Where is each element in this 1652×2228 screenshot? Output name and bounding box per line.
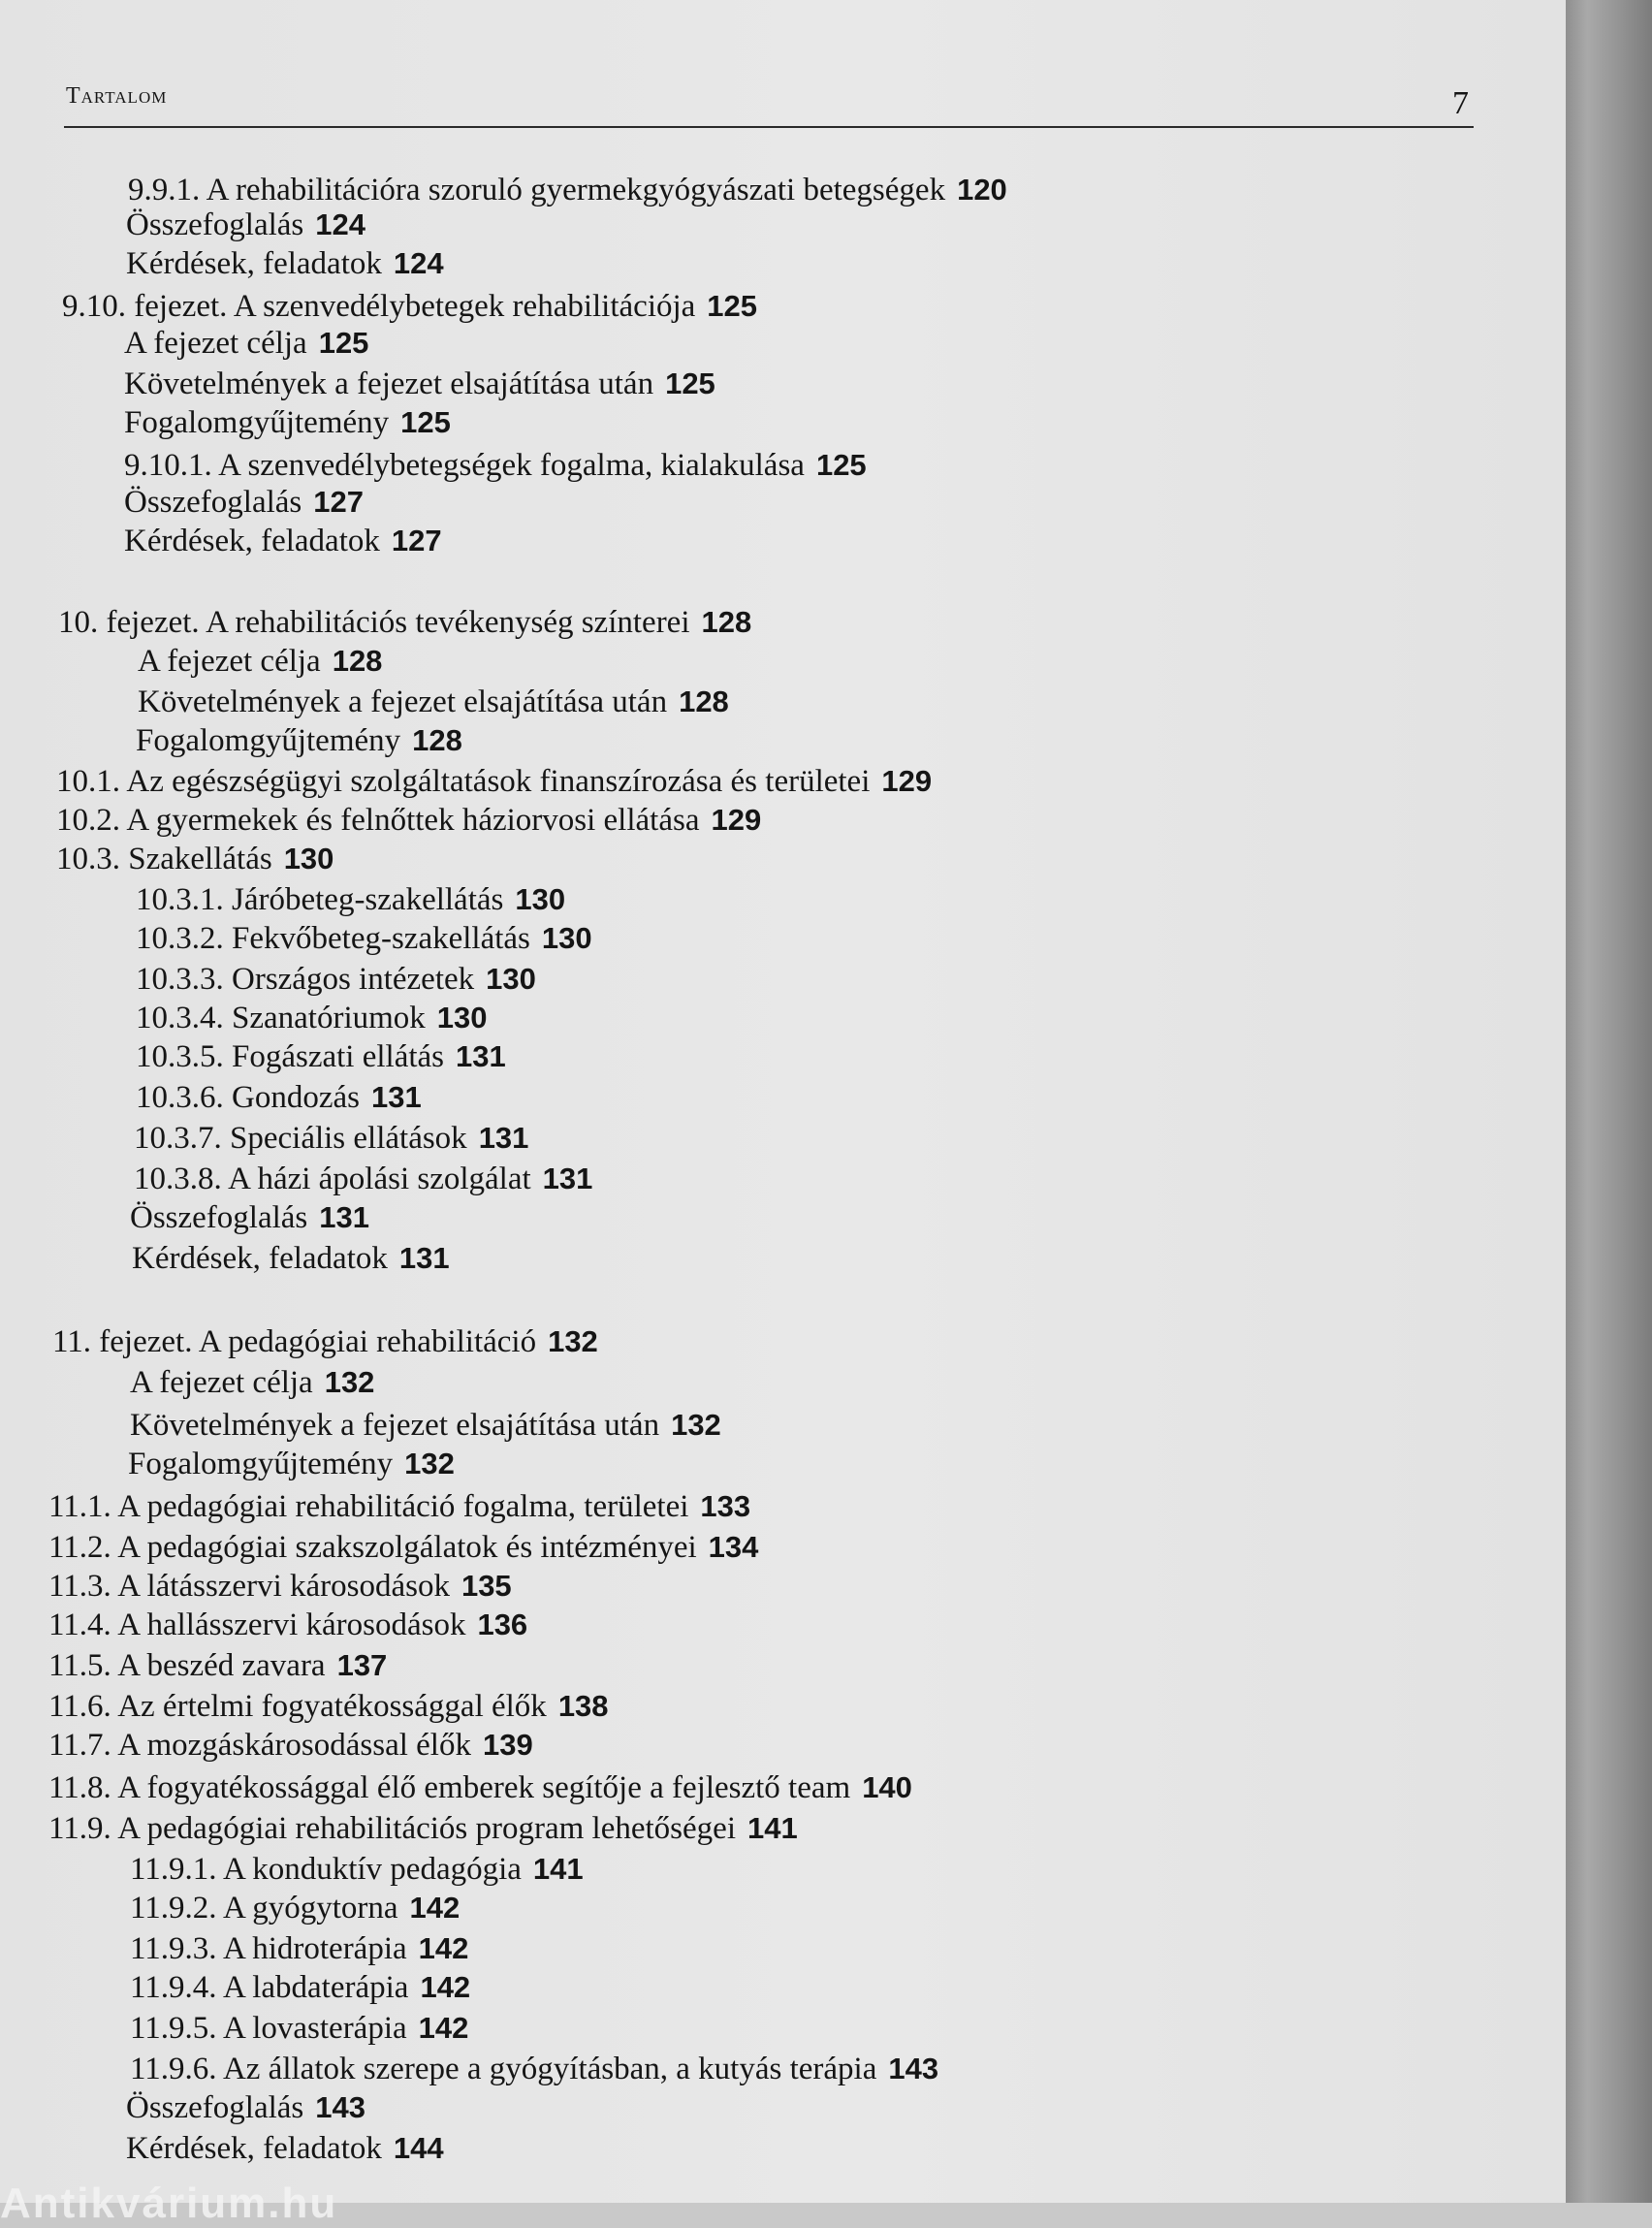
toc-entry: Kérdések, feladatok 127: [124, 524, 442, 558]
toc-entry: 11.9.1. A konduktív pedagógia 141: [130, 1852, 584, 1887]
toc-entry: 10.3.2. Fekvőbeteg-szakellátás 130: [136, 921, 592, 956]
toc-entry: 11.6. Az értelmi fogyatékossággal élők 138: [48, 1689, 609, 1724]
toc-entry: 9.10. fejezet. A szenvedélybetegek rehabilitációja 125: [62, 289, 758, 324]
toc-entry: Összefoglalás 131: [130, 1200, 370, 1235]
toc-entry: 10.3.7. Speciális ellátások 131: [134, 1121, 529, 1156]
toc-entry: 11.9.6. Az állatok szerepe a gyógyításban, a kutyás terápia 143: [130, 2052, 939, 2086]
toc-entry: 10.2. A gyermekek és felnőttek háziorvosi ellátása 129: [56, 803, 762, 838]
toc-entry: 11. fejezet. A pedagógiai rehabilitáció 132: [52, 1324, 598, 1359]
toc-entry: 11.3. A látásszervi károsodások 135: [48, 1569, 512, 1604]
toc-entry: 10.3.8. A házi ápolási szolgálat 131: [134, 1162, 593, 1196]
page-number: 7: [1452, 85, 1469, 121]
toc-entry: 10. fejezet. A rehabilitációs tevékenység színterei 128: [58, 605, 752, 640]
toc-entry: Kérdések, feladatok 124: [126, 246, 444, 281]
toc-entry: Összefoglalás 143: [126, 2090, 366, 2125]
toc-entry: 11.9. A pedagógiai rehabilitációs program lehetőségei 141: [48, 1811, 798, 1846]
toc-entry: 9.10.1. A szenvedélybetegségek fogalma, kialakulása 125: [124, 448, 867, 483]
toc-entry: Fogalomgyűjtemény 125: [124, 405, 451, 440]
toc-entry: 10.3.4. Szanatóriumok 130: [136, 1001, 488, 1035]
toc-entry: 10.1. Az egészségügyi szolgáltatások finanszírozása és területei 129: [56, 764, 933, 799]
toc-entry: 11.4. A hallásszervi károsodások 136: [48, 1607, 528, 1642]
toc-entry: Fogalomgyűjtemény 132: [128, 1447, 455, 1481]
toc-entry: 11.7. A mozgáskárosodással élők 139: [48, 1728, 533, 1763]
toc-entry: 11.9.5. A lovasterápia 142: [130, 2011, 469, 2046]
running-header: Tartalom: [66, 83, 168, 109]
toc-entry: 11.8. A fogyatékossággal élő emberek segítője a fejlesztő team 140: [48, 1770, 912, 1805]
toc-entry: Kérdések, feladatok 144: [126, 2131, 444, 2166]
watermark: Antikvárium.hu: [0, 2180, 338, 2227]
toc-entry: Követelmények a fejezet elsajátítása után 125: [124, 366, 715, 401]
toc-entry: A fejezet célja 132: [130, 1365, 375, 1400]
toc-entry: A fejezet célja 128: [138, 644, 383, 679]
toc-entry: 11.9.3. A hidroterápia 142: [130, 1931, 469, 1966]
toc-entry: 10.3. Szakellátás 130: [56, 842, 334, 876]
toc-entry: 11.9.2. A gyógytorna 142: [130, 1891, 461, 1926]
toc-entry: 10.3.6. Gondozás 131: [136, 1080, 422, 1115]
toc-entry: 11.2. A pedagógiai szakszolgálatok és intézményei 134: [48, 1530, 759, 1565]
toc-entry: Fogalomgyűjtemény 128: [136, 723, 462, 758]
toc-entry: Követelmények a fejezet elsajátítása után 128: [138, 684, 729, 719]
toc-entry: 10.3.5. Fogászati ellátás 131: [136, 1039, 506, 1074]
toc-entry: Összefoglalás 124: [126, 207, 366, 242]
toc-entry: 11.9.4. A labdaterápia 142: [130, 1970, 471, 2005]
toc-entry: 11.1. A pedagógiai rehabilitáció fogalma, területei 133: [48, 1489, 751, 1524]
toc-entry: Összefoglalás 127: [124, 485, 365, 520]
toc-entry: 10.3.3. Országos intézetek 130: [136, 962, 536, 997]
toc-entry: 11.5. A beszéd zavara 137: [48, 1648, 388, 1683]
toc-entry: Kérdések, feladatok 131: [132, 1241, 450, 1276]
toc-entry: 9.9.1. A rehabilitációra szoruló gyermekgyógyászati betegségek 120: [128, 173, 1007, 207]
book-gutter: [1566, 0, 1652, 2203]
toc-entry: A fejezet célja 125: [124, 326, 369, 361]
toc-entry: Követelmények a fejezet elsajátítása után 132: [130, 1408, 721, 1443]
toc-entry: 10.3.1. Járóbeteg-szakellátás 130: [136, 882, 566, 917]
